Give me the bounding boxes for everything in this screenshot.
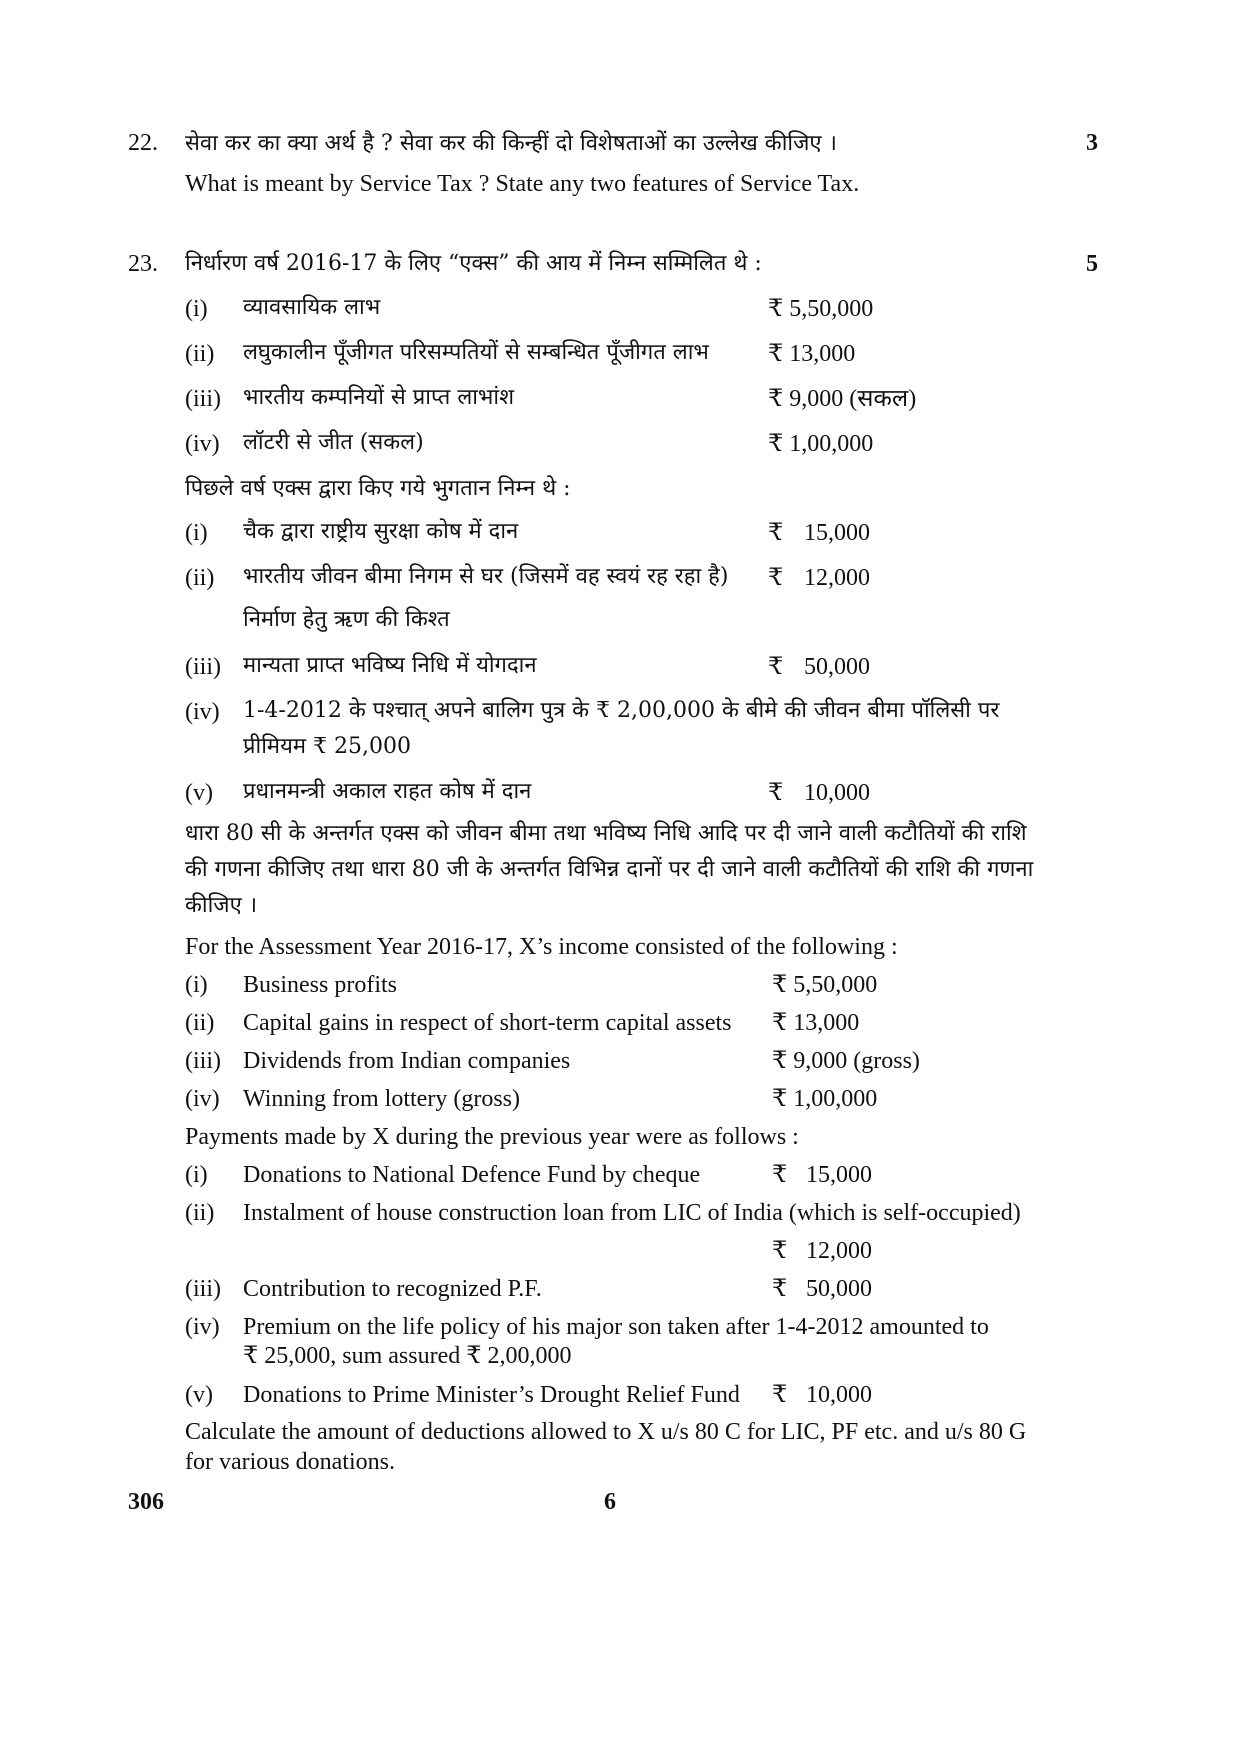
- hi-payment-index: (v): [185, 780, 213, 806]
- en-payment-amount: 50,000: [806, 1276, 872, 1302]
- hi-payment-label: चैक द्वारा राष्ट्रीय सुरक्षा कोष में दान: [243, 519, 519, 544]
- en-payments-intro: Payments made by X during the previous year were as follows :: [185, 1124, 799, 1150]
- rupee-symbol: ₹: [772, 1162, 788, 1188]
- en-income-index: (ii): [185, 1010, 215, 1036]
- hi-income-index: (iii): [185, 386, 221, 412]
- hi-income-index: (iv): [185, 431, 220, 457]
- q23-number: 23.: [128, 251, 158, 277]
- hi-income-amount: ₹ 1,00,000: [768, 431, 874, 457]
- en-payment-amount: 15,000: [806, 1162, 872, 1188]
- en-payment-index: (i): [185, 1162, 208, 1188]
- hi-payment-index: (ii): [185, 565, 215, 591]
- hi-payment-index: (iv): [185, 699, 220, 725]
- hi-payment-label: प्रधानमन्त्री अकाल राहत कोष में दान: [243, 779, 532, 804]
- en-income-label: Business profits: [243, 972, 398, 998]
- en-payment-amount: 10,000: [806, 1382, 872, 1408]
- hi-task-paragraph: धारा 80 सी के अन्तर्गत एक्स को जीवन बीमा तथा भविष्य निधि आदि पर दी जाने वाली कटौतियों की राशि की गणना कीजिए तथा धारा 80 जी के अन्तर्गत विभिन्न दानों पर दी जाने वाली कटौतियों की राशि की गणना कीजिए ।: [185, 821, 1034, 918]
- en-income-amount: ₹ 13,000: [772, 1010, 860, 1036]
- en-payment-label: Donations to Prime Minister’s Drought Relief Fund: [243, 1382, 740, 1408]
- hi-income-index: (i): [185, 296, 208, 322]
- rupee-symbol: ₹: [768, 565, 784, 591]
- en-income-label: Dividends from Indian companies: [243, 1048, 571, 1074]
- hi-payment-label: 1-4-2012 के पश्चात् अपने बालिग पुत्र के ₹ 2,00,000 के बीमे की जीवन बीमा पॉलिसी पर: [243, 698, 1000, 723]
- en-intro: For the Assessment Year 2016-17, X’s income consisted of the following :: [185, 934, 898, 960]
- paper-code: 306: [128, 1489, 164, 1515]
- hi-payment-label: भारतीय जीवन बीमा निगम से घर (जिसमें वह स्वयं रह रहा है): [243, 564, 729, 589]
- hi-payment-amount: 10,000: [804, 780, 870, 806]
- en-payment-index: (iv): [185, 1314, 220, 1340]
- q22-number: 22.: [128, 130, 158, 156]
- en-income-amount: ₹ 9,000 (gross): [772, 1048, 920, 1074]
- hi-payment-index: (iii): [185, 654, 221, 680]
- page-number: 6: [604, 1489, 616, 1515]
- en-income-label: Capital gains in respect of short-term capital assets: [243, 1010, 732, 1036]
- rupee-symbol: ₹: [772, 1382, 788, 1408]
- en-payment-index: (iii): [185, 1276, 221, 1302]
- rupee-symbol: ₹: [772, 1238, 788, 1264]
- hi-payment-label: मान्यता प्राप्त भविष्य निधि में योगदान: [243, 653, 537, 678]
- rupee-symbol: ₹: [768, 780, 784, 806]
- hi-payment-amount: 50,000: [804, 654, 870, 680]
- q23-marks: 5: [1086, 251, 1098, 277]
- hi-income-label: भारतीय कम्पनियों से प्राप्त लाभांश: [243, 385, 515, 410]
- hi-income-label: व्यावसायिक लाभ: [243, 295, 381, 320]
- en-income-amount: ₹ 5,50,000: [772, 972, 878, 998]
- en-payment-label: Premium on the life policy of his major son taken after 1-4-2012 amounted to: [243, 1314, 989, 1340]
- hi-income-label: लघुकालीन पूँजीगत परिसम्पतियों से सम्बन्धित पूँजीगत लाभ: [243, 340, 709, 365]
- en-payment-amount: 12,000: [806, 1238, 872, 1264]
- en-payment-label: Instalment of house construction loan from LIC of India (which is self-occupied): [243, 1200, 1021, 1226]
- q22-marks: 3: [1086, 130, 1098, 156]
- en-payment-index: (v): [185, 1382, 213, 1408]
- en-payment-label: Donations to National Defence Fund by cheque: [243, 1162, 701, 1188]
- en-payment-label: Contribution to recognized P.F.: [243, 1276, 542, 1302]
- hi-payments-intro: पिछले वर्ष एक्स द्वारा किए गये भुगतान निम्न थे :: [185, 476, 571, 501]
- en-income-index: (i): [185, 972, 208, 998]
- q22-hindi-text: सेवा कर का क्या अर्थ है ? सेवा कर की किन्हीं दो विशेषताओं का उल्लेख कीजिए ।: [185, 131, 837, 156]
- en-income-index: (iii): [185, 1048, 221, 1074]
- hi-income-amount: ₹ 13,000: [768, 341, 856, 367]
- hi-income-amount: ₹ 5,50,000: [768, 296, 874, 322]
- en-payment-index: (ii): [185, 1200, 215, 1226]
- hi-payment-label-continued: प्रीमियम ₹ 25,000: [243, 734, 411, 759]
- hi-income-label: लॉटरी से जीत (सकल): [243, 430, 424, 455]
- rupee-symbol: ₹: [768, 520, 784, 546]
- en-task-paragraph: Calculate the amount of deductions allowed to X u/s 80 C for LIC, PF etc. and u/s 80 G for various donations.: [185, 1419, 1027, 1475]
- rupee-symbol: ₹: [772, 1276, 788, 1302]
- en-income-amount: ₹ 1,00,000: [772, 1086, 878, 1112]
- hi-income-amount: ₹ 9,000 (सकल): [768, 386, 917, 412]
- hi-payment-amount: 12,000: [804, 565, 870, 591]
- hi-payment-label-continued: निर्माण हेतु ऋण की किश्त: [243, 607, 450, 632]
- hi-income-index: (ii): [185, 341, 215, 367]
- q22-english-text: What is meant by Service Tax ? State any two features of Service Tax.: [185, 171, 860, 197]
- en-income-label: Winning from lottery (gross): [243, 1086, 520, 1112]
- en-income-index: (iv): [185, 1086, 220, 1112]
- rupee-symbol: ₹: [768, 654, 784, 680]
- en-payment-label-continued: ₹ 25,000, sum assured ₹ 2,00,000: [243, 1343, 572, 1369]
- hi-payment-amount: 15,000: [804, 520, 870, 546]
- q23-hindi-intro: निर्धारण वर्ष 2016-17 के लिए “एक्स” की आय में निम्न सम्मिलित थे :: [185, 251, 762, 276]
- hi-payment-index: (i): [185, 520, 208, 546]
